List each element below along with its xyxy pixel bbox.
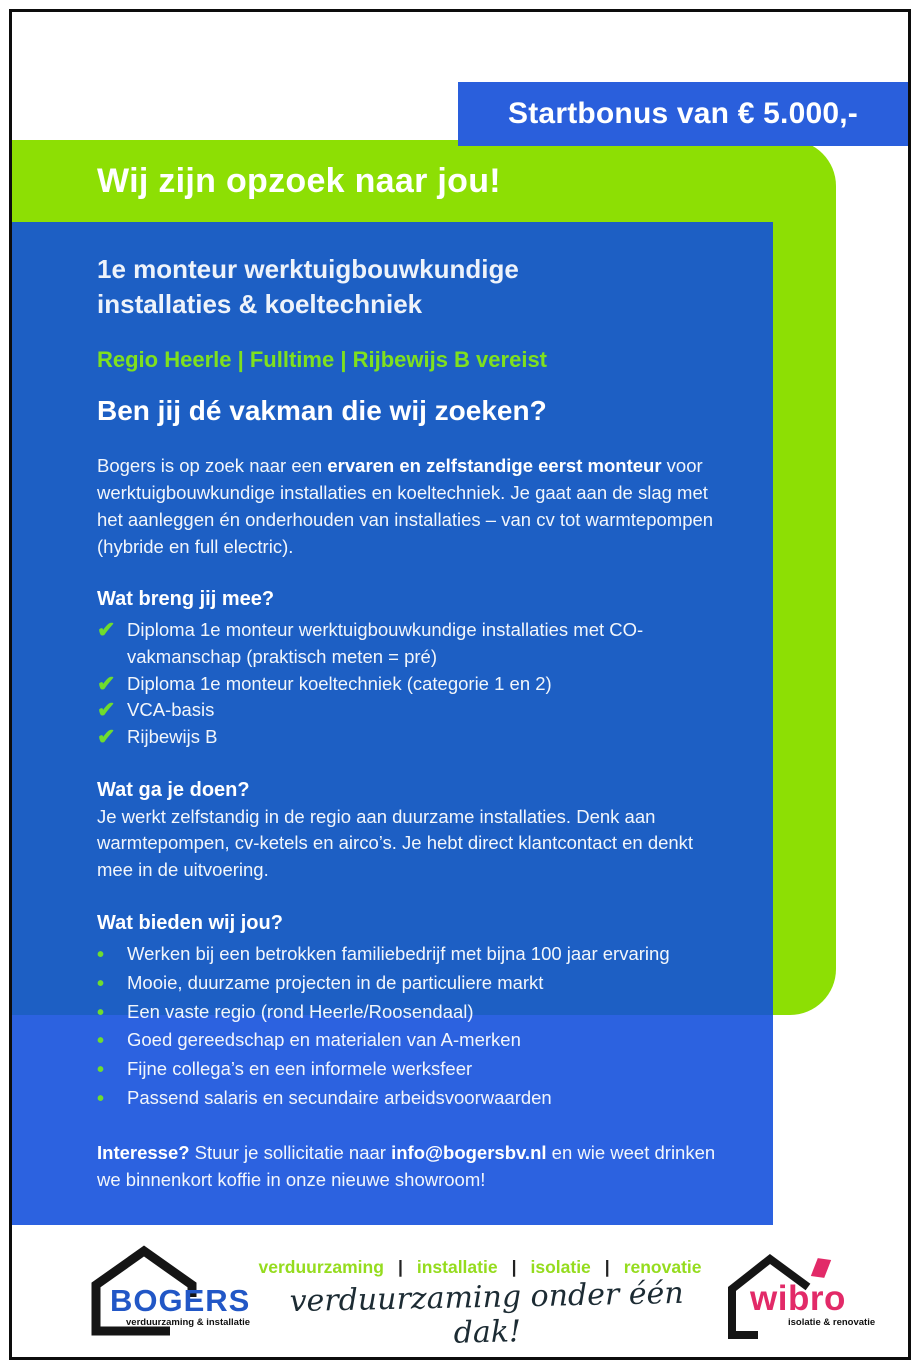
- check-icon: ✔: [97, 670, 116, 696]
- intro-text-2: voor werktuigbouwkundige installaties en koeltechniek. Je gaat aan de slag met het aanleggen én onderhouden van installaties – van cv tot warmtepompen (hybride en full electric).: [97, 455, 714, 557]
- list-item-text: VCA-basis: [127, 699, 215, 721]
- list-item: [97, 1056, 721, 1085]
- list-item-text: Een vaste regio (rond Heerle/Roosendaal): [127, 1000, 474, 1022]
- check-icon: ✔: [97, 723, 116, 749]
- wibro-logo: [718, 1253, 908, 1343]
- check-icon: ✔: [97, 697, 116, 723]
- list-item-text: Diploma 1e monteur werktuigbouwkundige installaties met CO-vakmanschap (praktisch meten = pré): [127, 619, 644, 668]
- startbonus-banner: [458, 82, 908, 146]
- section-heading-offer: Wat bieden wij jou?: [97, 911, 283, 934]
- list-item: [97, 724, 721, 751]
- wibro-tagline: isolatie & renovatie: [788, 1317, 876, 1328]
- job-title: [97, 252, 721, 321]
- list-item-text: Fijne collega’s en een informele werksfeer: [127, 1058, 473, 1080]
- list-item: [97, 671, 721, 698]
- intro-text: Bogers is op zoek naar een: [97, 455, 328, 477]
- list-item-text: Goed gereedschap en materialen van A-merken: [127, 1029, 521, 1051]
- list-item: [97, 970, 721, 999]
- job-title-line2: installaties & koeltechniek: [97, 288, 423, 319]
- bullet-icon: •: [97, 943, 105, 966]
- job-intro: [97, 453, 721, 560]
- list-item-text: Diploma 1e monteur koeltechniek (categorie 1 en 2): [127, 672, 552, 694]
- slogan-script: verduurzaming onder één dak!: [289, 1275, 684, 1351]
- bullet-icon: •: [97, 1001, 105, 1024]
- email-link[interactable]: info@bogersbv.nl: [391, 1141, 547, 1163]
- list-item: [97, 999, 721, 1028]
- bogers-tagline: verduurzaming & installatie: [126, 1317, 251, 1328]
- separator: |: [604, 1257, 610, 1277]
- do-body: Je werkt zelfstandig in de regio aan duurzame installaties. Denk aan warmtepompen, cv-ketels en airco’s. Je hebt direct klantcontact en denkt mee in de uitvoering.: [97, 805, 694, 881]
- interesse-label: Interesse?: [97, 1141, 190, 1163]
- job-meta: Regio Heerle | Fulltime | Rijbewijs B vereist: [97, 347, 548, 373]
- footer: [12, 1225, 908, 1350]
- job-title-line1: 1e monteur werktuigbouwkundige: [97, 254, 519, 284]
- service-verduurzaming: verduurzaming: [258, 1257, 384, 1277]
- job-content: [12, 222, 773, 1193]
- service-renovatie: renovatie: [623, 1257, 702, 1277]
- list-item-text: Rijbewijs B: [127, 725, 218, 747]
- job-question: Ben jij dé vakman die wij zoeken?: [97, 395, 547, 427]
- check-icon: ✔: [97, 617, 116, 643]
- section-heading-bring: Wat breng jij mee?: [97, 588, 275, 611]
- startbonus-label: Startbonus van € 5.000,-: [508, 97, 858, 130]
- intro-bold: ervaren en zelfstandige eerst monteur: [327, 455, 662, 477]
- separator: |: [397, 1257, 403, 1277]
- bullet-icon: •: [97, 972, 105, 995]
- separator: |: [511, 1257, 517, 1277]
- list-item-text: Passend salaris en secundaire arbeidsvoorwaarden: [127, 1086, 552, 1108]
- bogers-wordmark: BOGERS: [110, 1283, 251, 1318]
- bullet-icon: •: [97, 1059, 105, 1082]
- interesse-text-2: en wie weet drinken we binnenkort koffie in onze nieuwe showroom!: [97, 1141, 716, 1190]
- list-item: [97, 697, 721, 724]
- section-heading-do: Wat ga je doen?: [97, 778, 250, 801]
- list-item-text: Werken bij een betrokken familiebedrijf met bijna 100 jaar ervaring: [127, 942, 670, 964]
- list-item: [97, 1085, 721, 1114]
- offer-list: [97, 941, 721, 1114]
- interesse-text: Stuur je sollicitatie naar: [189, 1141, 392, 1163]
- wibro-wordmark: wibro: [750, 1279, 846, 1318]
- bullet-icon: •: [97, 1030, 105, 1053]
- list-item: [97, 941, 721, 970]
- hero-title: Wij zijn opzoek naar jou!: [97, 162, 501, 200]
- service-isolatie: isolatie: [530, 1257, 591, 1277]
- bring-list: [97, 617, 721, 750]
- service-installatie: installatie: [416, 1257, 498, 1277]
- list-item: [97, 1027, 721, 1056]
- bullet-icon: •: [97, 1087, 105, 1110]
- list-item-text: Mooie, duurzame projecten in de particuliere markt: [127, 971, 544, 993]
- list-item: [97, 617, 721, 670]
- interesse-paragraph: [97, 1140, 721, 1194]
- services-strip: [245, 1257, 715, 1278]
